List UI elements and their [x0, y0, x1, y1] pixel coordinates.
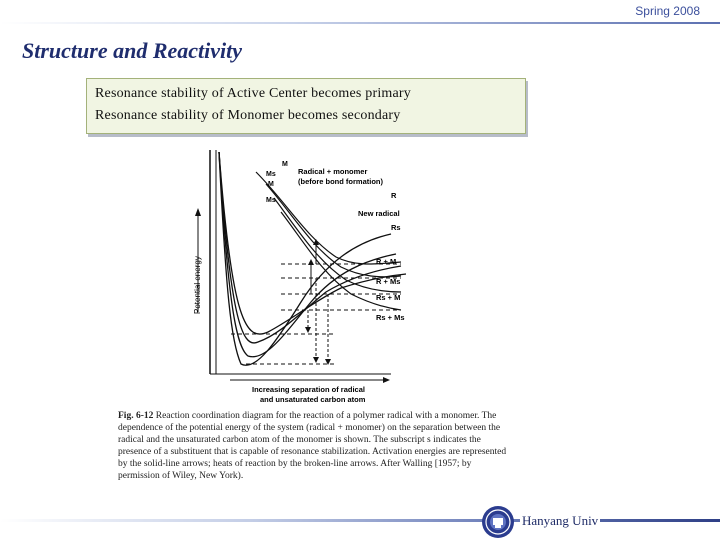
top-gradient-line	[0, 22, 720, 24]
caption-text: Reaction coordination diagram for the reaction of a polymer radical with a monomer. The dependence of the potential energy of the system (radical + monomer) on the separation between the radical and the unsaturated carbon atom of the monomer is shown. The subscript s indicates the presence of a substituent that is capable of resonance stabilization. Activation energies are represented by the solid-line arrows; heats of reaction by the broken-line arrows. After Walling [1957; by permission of Wiley, New York).	[118, 411, 507, 481]
university-seal-icon	[481, 505, 515, 539]
x-axis-label-1: Increasing separation of radical	[252, 385, 365, 394]
curve-label-Rs: Rs	[391, 223, 401, 232]
x-axis-label-2: and unsaturated carbon atom	[260, 395, 366, 404]
left-label-4: Ms	[266, 197, 276, 204]
slide-title: Structure and Reactivity	[22, 38, 242, 63]
y-arrow-head	[195, 208, 201, 216]
level-label-3: Rs + M	[376, 293, 401, 302]
left-label-1: M	[282, 161, 288, 168]
level-label-2: R + Ms	[376, 277, 401, 286]
y-axis-label: Potential energy	[193, 256, 202, 314]
callout-line-1: Resonance stability of Active Center becomes primary	[95, 86, 411, 101]
left-label-3: M	[268, 181, 274, 188]
energy-diagram	[186, 142, 516, 404]
annotation-before-bond: (before bond formation)	[298, 177, 383, 186]
callout-line-2: Resonance stability of Monomer becomes secondary	[95, 108, 401, 123]
heat-arrow-head-2	[313, 357, 319, 363]
activation-arrow-head-2	[308, 259, 314, 265]
level-label-1: R + M	[376, 257, 397, 266]
curve-label-new-radical: New radical	[358, 209, 400, 218]
footer-gradient-line	[0, 519, 720, 522]
figure-caption	[118, 410, 508, 482]
curve-label-R: R	[391, 191, 397, 200]
x-arrow-head	[383, 377, 390, 383]
annotation-radical-monomer: Radical + monomer	[298, 167, 368, 176]
caption-fig-label: Fig. 6-12	[118, 411, 154, 421]
heat-arrow-head-1	[305, 327, 311, 333]
level-label-4: Rs + Ms	[376, 313, 405, 322]
top-band	[0, 0, 720, 24]
callout-box	[86, 78, 526, 134]
university-name: Hanyang Univ	[522, 513, 599, 528]
semester-label: Spring 2008	[635, 4, 700, 18]
left-label-2: Ms	[266, 171, 276, 178]
